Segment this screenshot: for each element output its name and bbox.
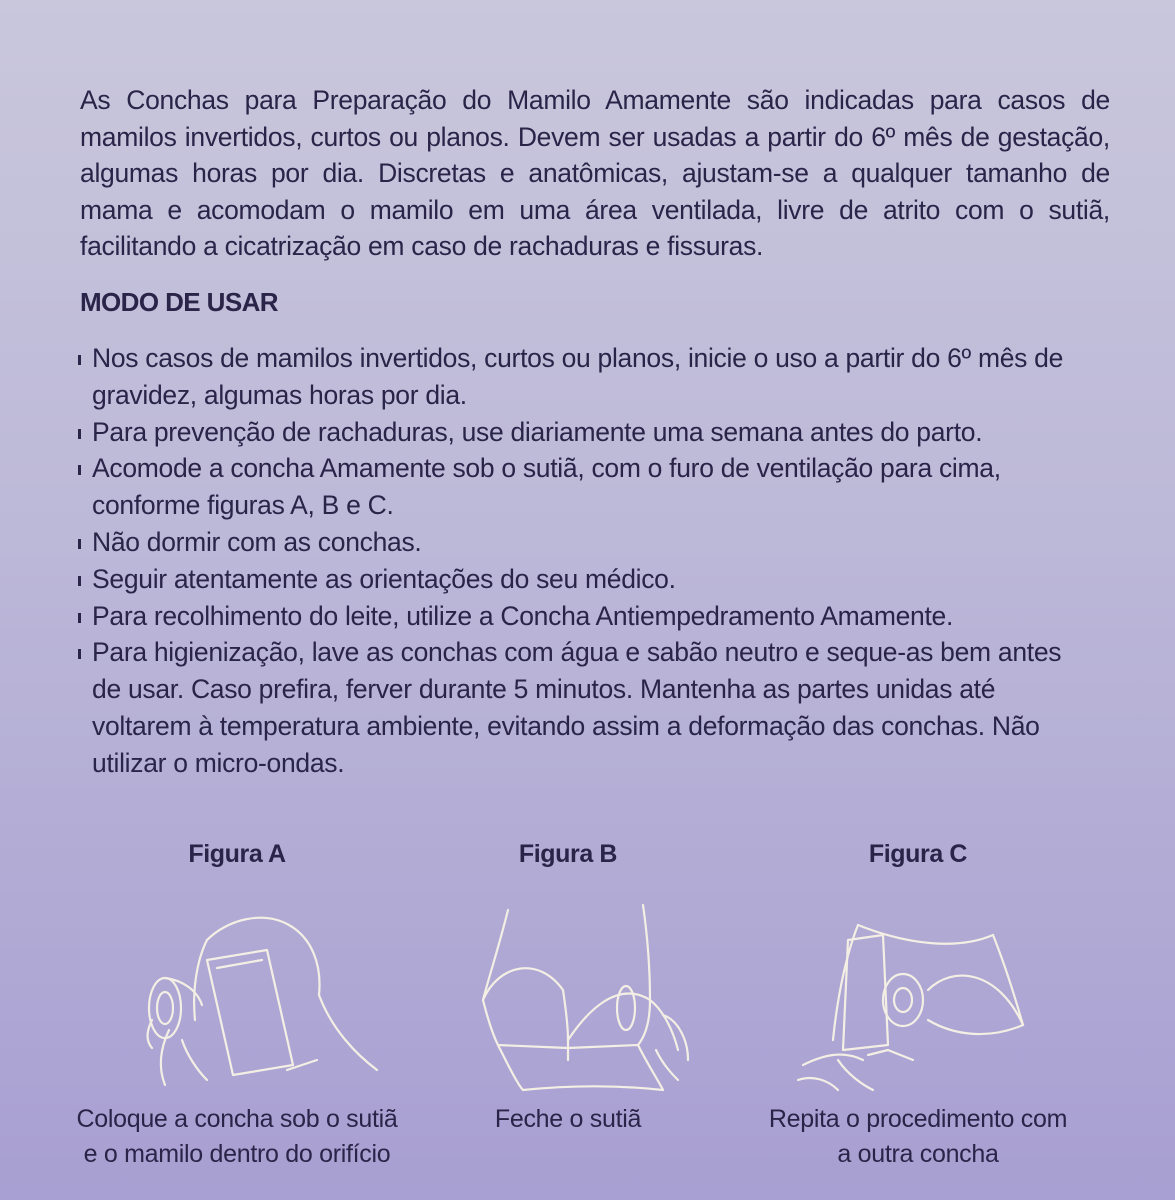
caption-line: e o mamilo dentro do orifício <box>83 1140 391 1168</box>
bullet-icon <box>78 355 81 365</box>
bullet-icon <box>78 539 81 549</box>
step-text: Seguir atentamente as orientações do seu médico. <box>92 563 676 594</box>
step-text: Para prevenção de rachaduras, use diariamente uma semana antes do parto. <box>92 416 983 447</box>
figure-a-caption <box>57 1102 417 1172</box>
figure-c-title: Figura C <box>868 840 968 868</box>
list-item <box>78 524 1078 561</box>
figure-b <box>388 840 748 1133</box>
intro-paragraph: As Conchas para Preparação do Mamilo Amamente são indicadas para casos de mamilos invertidos, curtos ou planos. Devem ser usadas a partir do 6º mês de gestação, algumas horas por dia. Discretas e anatômicas, ajustam-se a qualquer tamanho de mama e acomodam o mamilo em uma área ventilada, livre de atrito com o sutiã, facilitando a cicatrização em caso de rachaduras e fissuras. <box>80 85 1110 261</box>
step-text: Para higienização, lave as conchas com água e sabão neutro e seque-as bem antes de usar. Caso prefira, ferver durante 5 minutos. Mantenha as partes unidas até voltarem à temperatura ambiente, evitando assim a deformação das conchas. Não utilizar o micro-ondas. <box>92 637 1062 778</box>
step-text: Não dormir com as conchas. <box>92 526 422 557</box>
list-item <box>78 450 1078 524</box>
figure-b-caption <box>388 1102 748 1137</box>
section-heading: MODO DE USAR <box>80 287 278 317</box>
step-text: Nos casos de mamilos invertidos, curtos ou planos, inicie o uso a partir do 6º mês de gravidez, algumas horas por dia. <box>92 343 1064 410</box>
figure-c-caption <box>738 1102 1098 1172</box>
list-item <box>78 561 1078 598</box>
step-text: Acomode a concha Amamente sob o sutiã, com o furo de ventilação para cima, conforme figuras A, B e C. <box>92 453 1001 521</box>
step-text: Para recolhimento do leite, utilize a Concha Antiempedramento Amamente. <box>92 600 954 631</box>
figure-b-illustration <box>388 880 748 1100</box>
list-item <box>78 414 1078 451</box>
instruction-list <box>78 340 1078 782</box>
figure-c-illustration <box>738 880 1098 1100</box>
caption-line: Coloque a concha sob o sutiã <box>76 1105 398 1133</box>
caption-line: Feche o sutiã <box>494 1105 642 1133</box>
list-item <box>78 634 1078 781</box>
caption-line: a outra concha <box>837 1140 999 1168</box>
figure-a <box>57 840 417 1168</box>
bullet-icon <box>78 613 81 623</box>
bullet-icon <box>78 576 81 586</box>
bullet-icon <box>78 465 81 475</box>
figure-a-title: Figura A <box>188 840 286 868</box>
figure-c <box>738 840 1098 1168</box>
bullet-icon <box>78 649 81 659</box>
bullet-icon <box>78 429 81 439</box>
list-item <box>78 598 1078 635</box>
caption-line: Repita o procedimento com <box>768 1105 1068 1133</box>
figure-b-title: Figura B <box>518 840 618 868</box>
figure-a-illustration <box>57 880 417 1100</box>
list-item <box>78 340 1078 414</box>
